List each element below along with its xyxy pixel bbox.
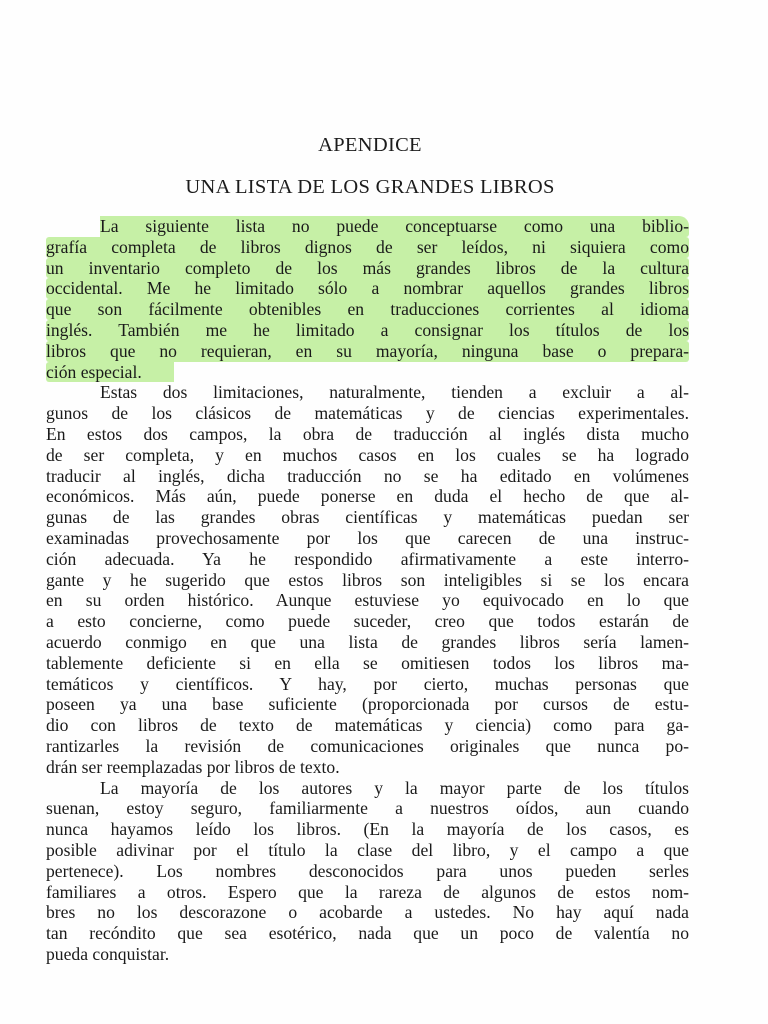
text-line: acuerdo conmigo en que una lista de grandes libros sería lamen- — [46, 631, 689, 652]
text-line: un inventario completo de los más grandes libros de la cultura — [46, 257, 689, 278]
text-line: ción especial. — [46, 362, 689, 383]
text-line: libros que no requieran, en su mayoría, ninguna base o prepara- — [46, 340, 689, 361]
text-line: bres no los descorazone o acobarde a ustedes. No hay aquí nada — [46, 902, 689, 923]
text-line: examinadas provechosamente por los que carecen de una instruc- — [46, 527, 689, 548]
text-line: gante y he sugerido que estos libros son inteligibles si se los encara — [46, 569, 689, 590]
text-line: suenan, estoy seguro, familiarmente a nuestros oídos, aun cuando — [46, 798, 689, 819]
body-text — [46, 216, 689, 965]
text-line: dio con libros de texto de matemáticas y ciencia) como para ga- — [46, 715, 689, 736]
text-line: posible adivinar por el título la clase del libro, y el campo a que — [46, 839, 689, 860]
text-line: grafía completa de libros dignos de ser leídos, ni siquiera como — [46, 236, 689, 257]
text-line: La mayoría de los autores y la mayor parte de los títulos — [100, 777, 689, 798]
text-line: gunos de los clásicos de matemáticas y de ciencias experimentales. — [46, 403, 689, 424]
text-line: La siguiente lista no puede conceptuarse como una biblio- — [46, 216, 689, 237]
text-line: a esto concierne, como puede suceder, creo que todos estarán de — [46, 611, 689, 632]
text-line: drán ser reemplazadas por libros de texto. — [46, 756, 340, 777]
text-line: Estas dos limitaciones, naturalmente, tienden a excluir a al- — [100, 382, 689, 403]
list-title: UNA LISTA DE LOS GRANDES LIBROS — [185, 176, 555, 198]
text-line: ción adecuada. Ya he respondido afirmativamente a este interro- — [46, 548, 689, 569]
text-line: pertenece). Los nombres desconocidos para unos pueden serles — [46, 860, 689, 881]
text-line: temáticos y científicos. Y hay, por cierto, muchas personas que — [46, 673, 689, 694]
paragraph-2[interactable] — [46, 382, 689, 777]
appendix-heading: APENDICE — [318, 134, 422, 156]
text-line: En estos dos campos, la obra de traducción al inglés dista mucho — [46, 423, 689, 444]
text-line: pueda conquistar. — [46, 943, 170, 964]
text-line: inglés. También me he limitado a consignar los títulos de los — [46, 319, 689, 340]
text-line: traducir al inglés, dicha traducción no se ha editado en volúmenes — [46, 465, 689, 486]
text-line: en su orden histórico. Aunque estuviese yo equivocado en lo que — [46, 590, 689, 611]
text-line: occidental. Me he limitado sólo a nombrar aquellos grandes libros — [46, 278, 689, 299]
paragraph-3[interactable] — [46, 778, 689, 965]
text-line: tan recóndito que sea esotérico, nada que un poco de valentía no — [46, 923, 689, 944]
text-line: económicos. Más aún, puede ponerse en duda el hecho de que al- — [46, 486, 689, 507]
text-line: que son fácilmente obtenibles en traducciones corrientes al idioma — [46, 299, 689, 320]
paragraph-1[interactable] — [46, 216, 689, 382]
text-line: poseen ya una base suficiente (proporcionada por cursos de estu- — [46, 694, 689, 715]
text-line: gunas de las grandes obras científicas y matemáticas puedan ser — [46, 507, 689, 528]
text-line: rantizarles la revisión de comunicaciones originales que nunca po- — [46, 735, 689, 756]
text-line: familiares a otros. Espero que la rareza de algunos de estos nom- — [46, 881, 689, 902]
text-line: de ser completa, y en muchos casos en los cuales se ha logrado — [46, 444, 689, 465]
text-line: nunca hayamos leído los libros. (En la mayoría de los casos, es — [46, 819, 689, 840]
text-line: tablemente deficiente si en ella se omitiesen todos los libros ma- — [46, 652, 689, 673]
